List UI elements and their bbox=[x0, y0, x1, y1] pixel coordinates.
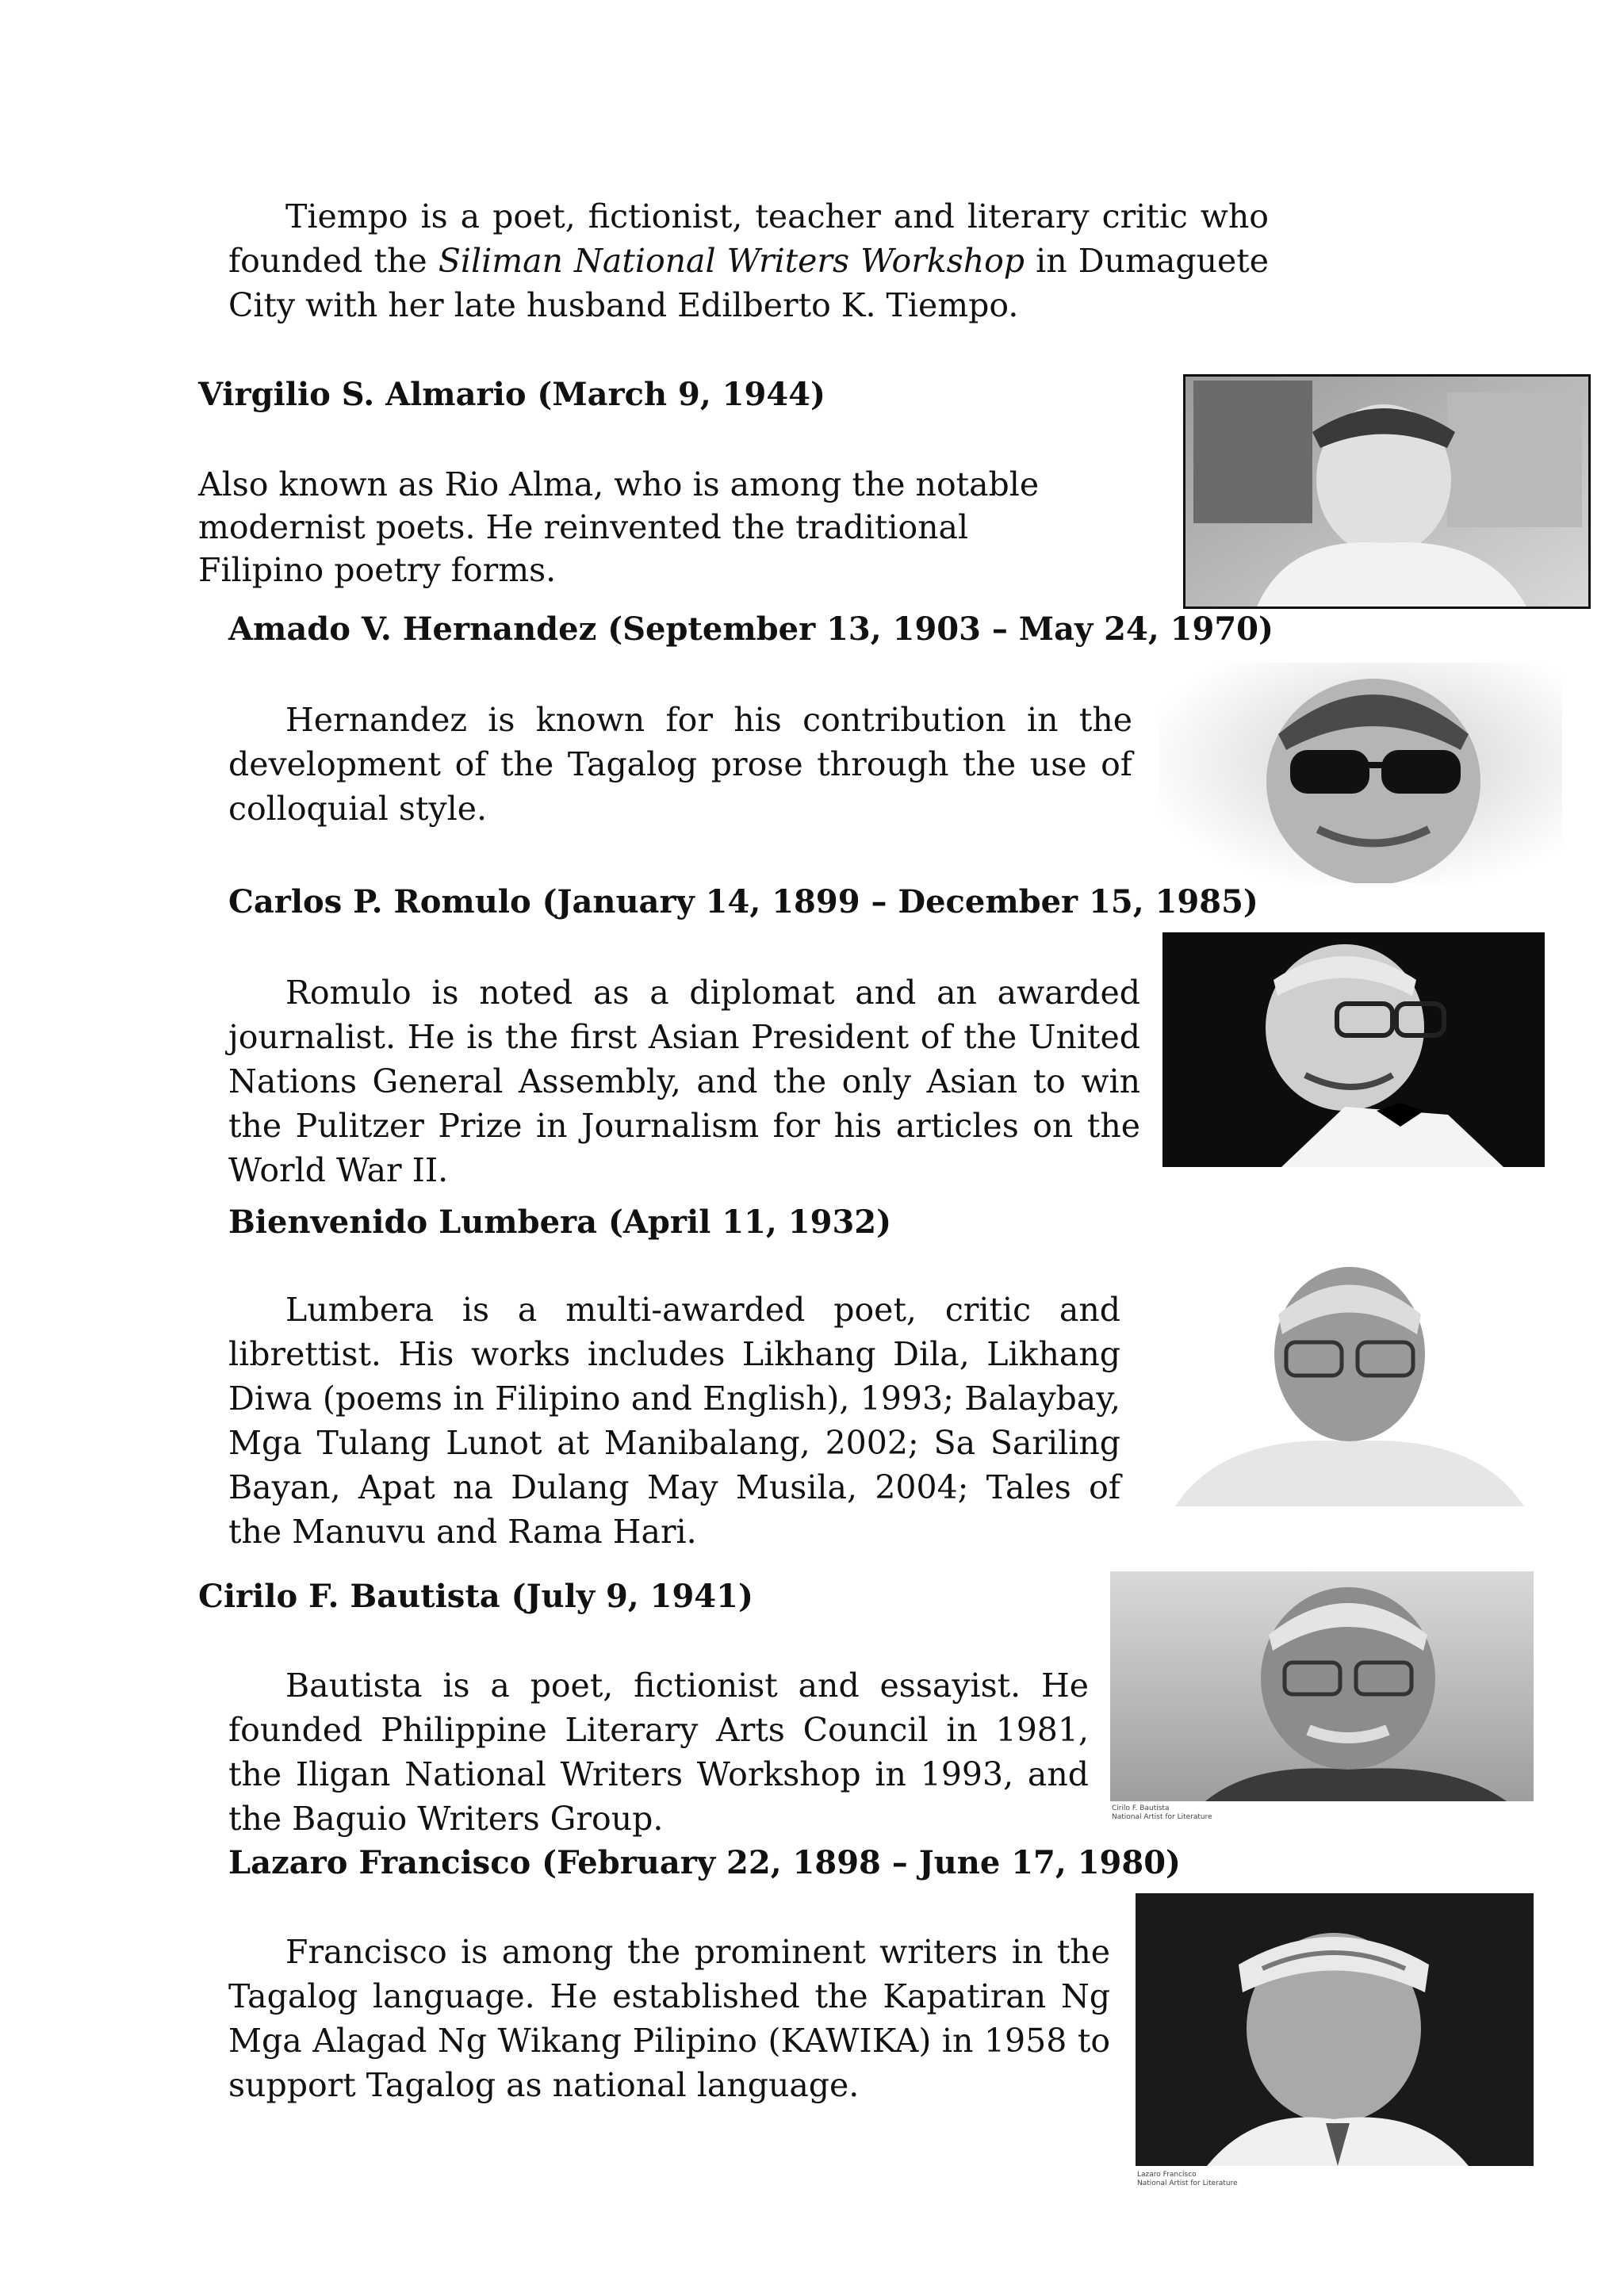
writer-body-lumbera-text: Lumbera is a multi-awarded poet, critic and librettist. His works includes Likhang Dila, Likhang Diwa (poems in Filipino and English), 1993; Balaybay, Mga Tulang Lunot at Manibalang, 2002; Sa Sariling Bayan, Apat na Dulang May Musila, 2004; Tales of the Manuvu and Rama Hari. bbox=[228, 1291, 1120, 1551]
workshop-name: Siliman National Writers Workshop bbox=[438, 242, 1025, 280]
writer-body-almario: Also known as Rio Alma, who is among the notable modernist poets. He reinvented the traditional Filipino poetry forms. bbox=[198, 465, 1040, 589]
portrait-francisco bbox=[1136, 1893, 1534, 2166]
writer-body-bautista bbox=[228, 1663, 1089, 1841]
writer-body-romulo-text: Romulo is noted as a diplomat and an awarded journalist. He is the first Asian President of the United Nations General Assembly, and the only Asian to win the Pulitzer Prize in Journalism for his articles on the World War II. bbox=[228, 974, 1140, 1189]
writer-heading-romulo: Carlos P. Romulo (January 14, 1899 – December 15, 1985) bbox=[228, 883, 1258, 920]
intro-text-pre: Tiempo is a poet, fictionist, teacher and literary critic who founded the bbox=[228, 197, 1269, 280]
writer-body-francisco-text: Francisco is among the prominent writers in the Tagalog language. He established the Kapatiran Ng Mga Alagad Ng Wikang Pilipino (KAWIKA) in 1958 to support Tagalog as national language. bbox=[228, 1933, 1110, 2104]
portrait-bautista bbox=[1110, 1571, 1534, 1801]
writer-heading-hernandez: Amado V. Hernandez (September 13, 1903 – May 24, 1970) bbox=[228, 610, 1274, 648]
photo-caption-bautista-name: Cirilo F. Bautista bbox=[1112, 1804, 1170, 1812]
writer-body-hernandez-text: Hernandez is known for his contribution in the development of the Tagalog prose through the use of colloquial style. bbox=[228, 701, 1132, 828]
intro-text-post: in Dumaguete City with her late husband Edilberto K. Tiempo. bbox=[228, 242, 1270, 324]
writer-heading-francisco: Lazaro Francisco (February 22, 1898 – June 17, 1980) bbox=[228, 1844, 1181, 1881]
photo-caption-francisco bbox=[1137, 2171, 1238, 2188]
photo-caption-francisco-title: National Artist for Literature bbox=[1137, 2179, 1238, 2187]
portrait-romulo bbox=[1162, 932, 1545, 1167]
writer-body-bautista-text: Bautista is a poet, fictionist and essayist. He founded Philippine Literary Arts Council in 1981, the Iligan National Writers Workshop in 1993, and the Baguio Writers Group. bbox=[228, 1667, 1089, 1838]
writer-heading-almario: Virgilio S. Almario (March 9, 1944) bbox=[198, 376, 825, 413]
portrait-lumbera bbox=[1143, 1259, 1543, 1506]
portrait-almario bbox=[1183, 374, 1591, 609]
writer-body-hernandez bbox=[228, 698, 1132, 831]
writer-body-francisco bbox=[228, 1930, 1110, 2107]
photo-caption-francisco-name: Lazaro Francisco bbox=[1137, 2171, 1197, 2179]
intro-paragraph bbox=[228, 194, 1269, 327]
writer-heading-bautista: Cirilo F. Bautista (July 9, 1941) bbox=[198, 1578, 753, 1615]
photo-caption-bautista-title: National Artist for Literature bbox=[1112, 1813, 1212, 1821]
writer-body-romulo bbox=[228, 970, 1140, 1192]
writer-heading-lumbera: Bienvenido Lumbera (April 11, 1932) bbox=[228, 1203, 892, 1241]
photo-caption-bautista bbox=[1112, 1804, 1212, 1822]
writer-body-lumbera bbox=[228, 1288, 1120, 1554]
portrait-hernandez bbox=[1159, 663, 1562, 883]
